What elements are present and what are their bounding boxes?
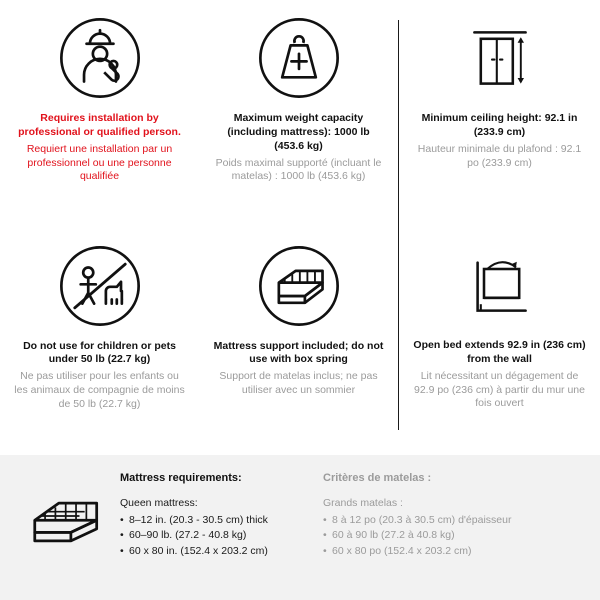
list-item: • 8 à 12 po (20.3 à 30.5 cm) d'épaisseur bbox=[323, 513, 539, 528]
list-item: • 8–12 in. (20.3 - 30.5 cm) thick bbox=[120, 513, 309, 528]
mattress-icon bbox=[14, 471, 114, 565]
feature-ceiling-height bbox=[399, 0, 600, 227]
weight-plus-icon bbox=[257, 12, 341, 104]
feature-caption bbox=[10, 112, 189, 184]
feature-en: Minimum ceiling height: 92.1 in (233.9 cm) bbox=[421, 112, 578, 138]
list-item: • 60 à 90 lb (27.2 à 40.8 kg) bbox=[323, 528, 539, 543]
feature-fr-accent: Requiert bbox=[26, 142, 67, 155]
mattress-requirements-subtitle: Queen mattress: bbox=[120, 496, 198, 509]
feature-fr: Hauteur minimale du plafond : 92.1 po (233.9 cm) bbox=[417, 142, 582, 169]
feature-no-children-pets bbox=[0, 228, 199, 455]
feature-caption bbox=[409, 112, 590, 170]
feature-en: Open bed extends 92.9 in (236 cm) from the wall bbox=[413, 339, 586, 365]
ceiling-height-icon bbox=[460, 12, 540, 104]
mattress-requirements-subtitle-fr: Grands matelas : bbox=[323, 496, 403, 509]
feature-caption bbox=[409, 339, 590, 411]
feature-fr: Poids maximal supporté (incluant le matelas) : 1000 lb (453.6 kg) bbox=[215, 156, 382, 183]
feature-fr: Support de matelas inclus; ne pas utiliser avec un sommier bbox=[219, 370, 378, 397]
list-item: • 60 x 80 po (152.4 x 203.2 cm) bbox=[323, 544, 539, 559]
feature-en: Do not use for children or pets under 50 lb (22.7 kg) bbox=[23, 339, 176, 366]
list-item: • 60–90 lb. (27.2 - 40.8 kg) bbox=[120, 528, 309, 543]
mattress-requirements-en bbox=[114, 471, 309, 559]
mattress-requirements-fr bbox=[309, 471, 539, 559]
feature-caption bbox=[209, 340, 388, 398]
feature-en: Maximum weight capacity (including mattress): 1000 lb (453.6 kg) bbox=[227, 112, 370, 152]
mattress-requirements-title: Mattress requirements: bbox=[120, 472, 242, 484]
feature-caption bbox=[209, 112, 388, 184]
feature-fr-text: une installation par un professionnel ou une personne qualifiée bbox=[27, 142, 173, 183]
feature-grid-right bbox=[399, 0, 600, 455]
list-item: • 60 x 80 in. (152.4 x 203.2 cm) bbox=[120, 544, 309, 559]
mattress-support-icon bbox=[257, 240, 341, 332]
mattress-requirements-title-fr: Critères de matelas : bbox=[323, 472, 432, 484]
feature-fr: Ne pas utiliser pour les enfants ou les animaux de compagnie de moins de 50 lb (22.7 kg) bbox=[14, 370, 185, 410]
no-children-pets-icon bbox=[58, 240, 142, 332]
mattress-requirements-list bbox=[120, 513, 309, 559]
feature-en-accent: Requires bbox=[40, 112, 86, 124]
feature-en-text: installation by professional or qualified person. bbox=[18, 112, 181, 138]
mattress-requirements-list-fr bbox=[323, 513, 539, 559]
feature-caption bbox=[10, 340, 189, 412]
feature-fr: Lit nécessitant un dégagement de 92.9 po (236 cm) à partir du mur une fois ouvert bbox=[413, 369, 585, 410]
feature-en: Mattress support included; do not use with box spring bbox=[213, 339, 384, 366]
feature-mattress-support bbox=[199, 228, 398, 455]
mattress-requirements-panel bbox=[0, 455, 600, 600]
worker-wrench-icon bbox=[58, 12, 142, 104]
feature-installation bbox=[0, 0, 199, 227]
feature-open-bed-clearance bbox=[399, 227, 600, 454]
wall-bed-open-icon bbox=[460, 239, 540, 331]
feature-fr bbox=[14, 143, 185, 185]
feature-weight-capacity bbox=[199, 0, 398, 227]
